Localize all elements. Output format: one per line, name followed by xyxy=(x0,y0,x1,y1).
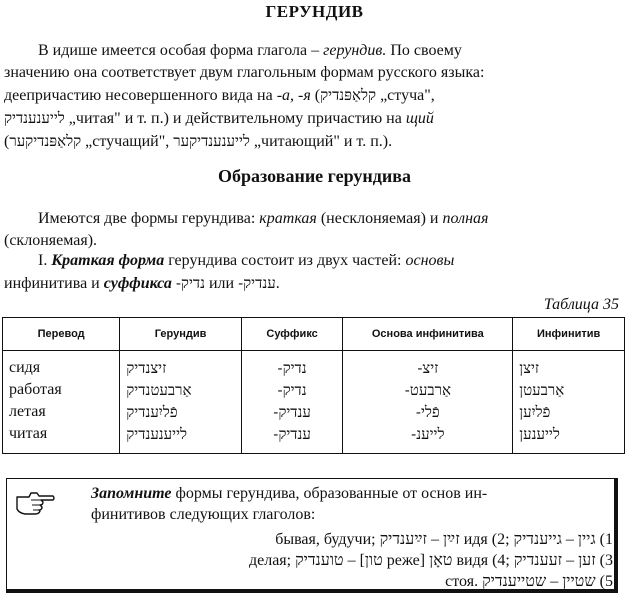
infinitive-cell: זיצן אַרבעטן פֿליִען לייענען xyxy=(513,351,625,454)
header-gerund: Герундив xyxy=(120,318,242,351)
table-header-row xyxy=(3,318,625,351)
memo-text: Запомните формы герундива, образованные от основ ин- финитивов следующих глаголов: xyxy=(91,485,488,523)
page-title: ГЕРУНДИВ xyxy=(265,2,364,21)
suffix-cell: נדיק- נדיק- ענדיק- ענדיק- xyxy=(241,351,343,454)
list-item: 3) זען – זעענדיק ;видя (4 טאָן [реже טון] – טוענדיק ;делая xyxy=(248,552,613,569)
header-infinitive: Инфинитив xyxy=(513,318,625,351)
section-heading: Образование герундива xyxy=(218,166,411,186)
base-cell: זיצ- אַרבעט- פֿלי- לייענ- xyxy=(343,351,513,454)
memo-box xyxy=(6,478,618,593)
list-item: 5) שטיין – שטייענדיק .стоя xyxy=(445,573,613,590)
short-form-paragraph: I. Краткая форма герундива состоит из двух частей: основы инфинитива и суффикса נדיק- или ענדיק-. xyxy=(4,252,455,292)
header-base: Основа инфинитива xyxy=(343,318,513,351)
pointing-hand-icon xyxy=(15,487,55,515)
gerund-cell: זיצנדיק אַרבעטנדיק פֿליִענדיק לייענענדיק xyxy=(120,351,242,454)
header-suffix: Суффикс xyxy=(241,318,343,351)
gerund-table xyxy=(2,317,625,454)
list-item: 1) גיין – גייענדיק ;идя (2 זײַן – זײַענדיק ;бывая, будучи xyxy=(275,531,613,548)
memo-verb-list xyxy=(13,529,613,592)
table-row xyxy=(3,351,625,454)
intro-paragraph: В идише имеется особая форма глагола – герундив. По своему значению она соответствует двум глагольным формам русского языка: деепричастию несовершенного вида на -а, -я (קלאַפּנדיק „стуча", לייענענדיק „читая" и т. п.) и действительному причастию на щий (קלאַפּנדיקער „стучащий", לייענענדיקער „читающий" и т. п.). xyxy=(4,42,485,150)
forms-paragraph: Имеются две формы герундива: краткая (несклоняемая) и полная (склоняемая). xyxy=(4,210,489,249)
translation-cell: сидя работая летая читая xyxy=(3,351,120,454)
table-caption: Таблица 35 xyxy=(543,296,619,313)
header-translation: Перевод xyxy=(3,318,120,351)
